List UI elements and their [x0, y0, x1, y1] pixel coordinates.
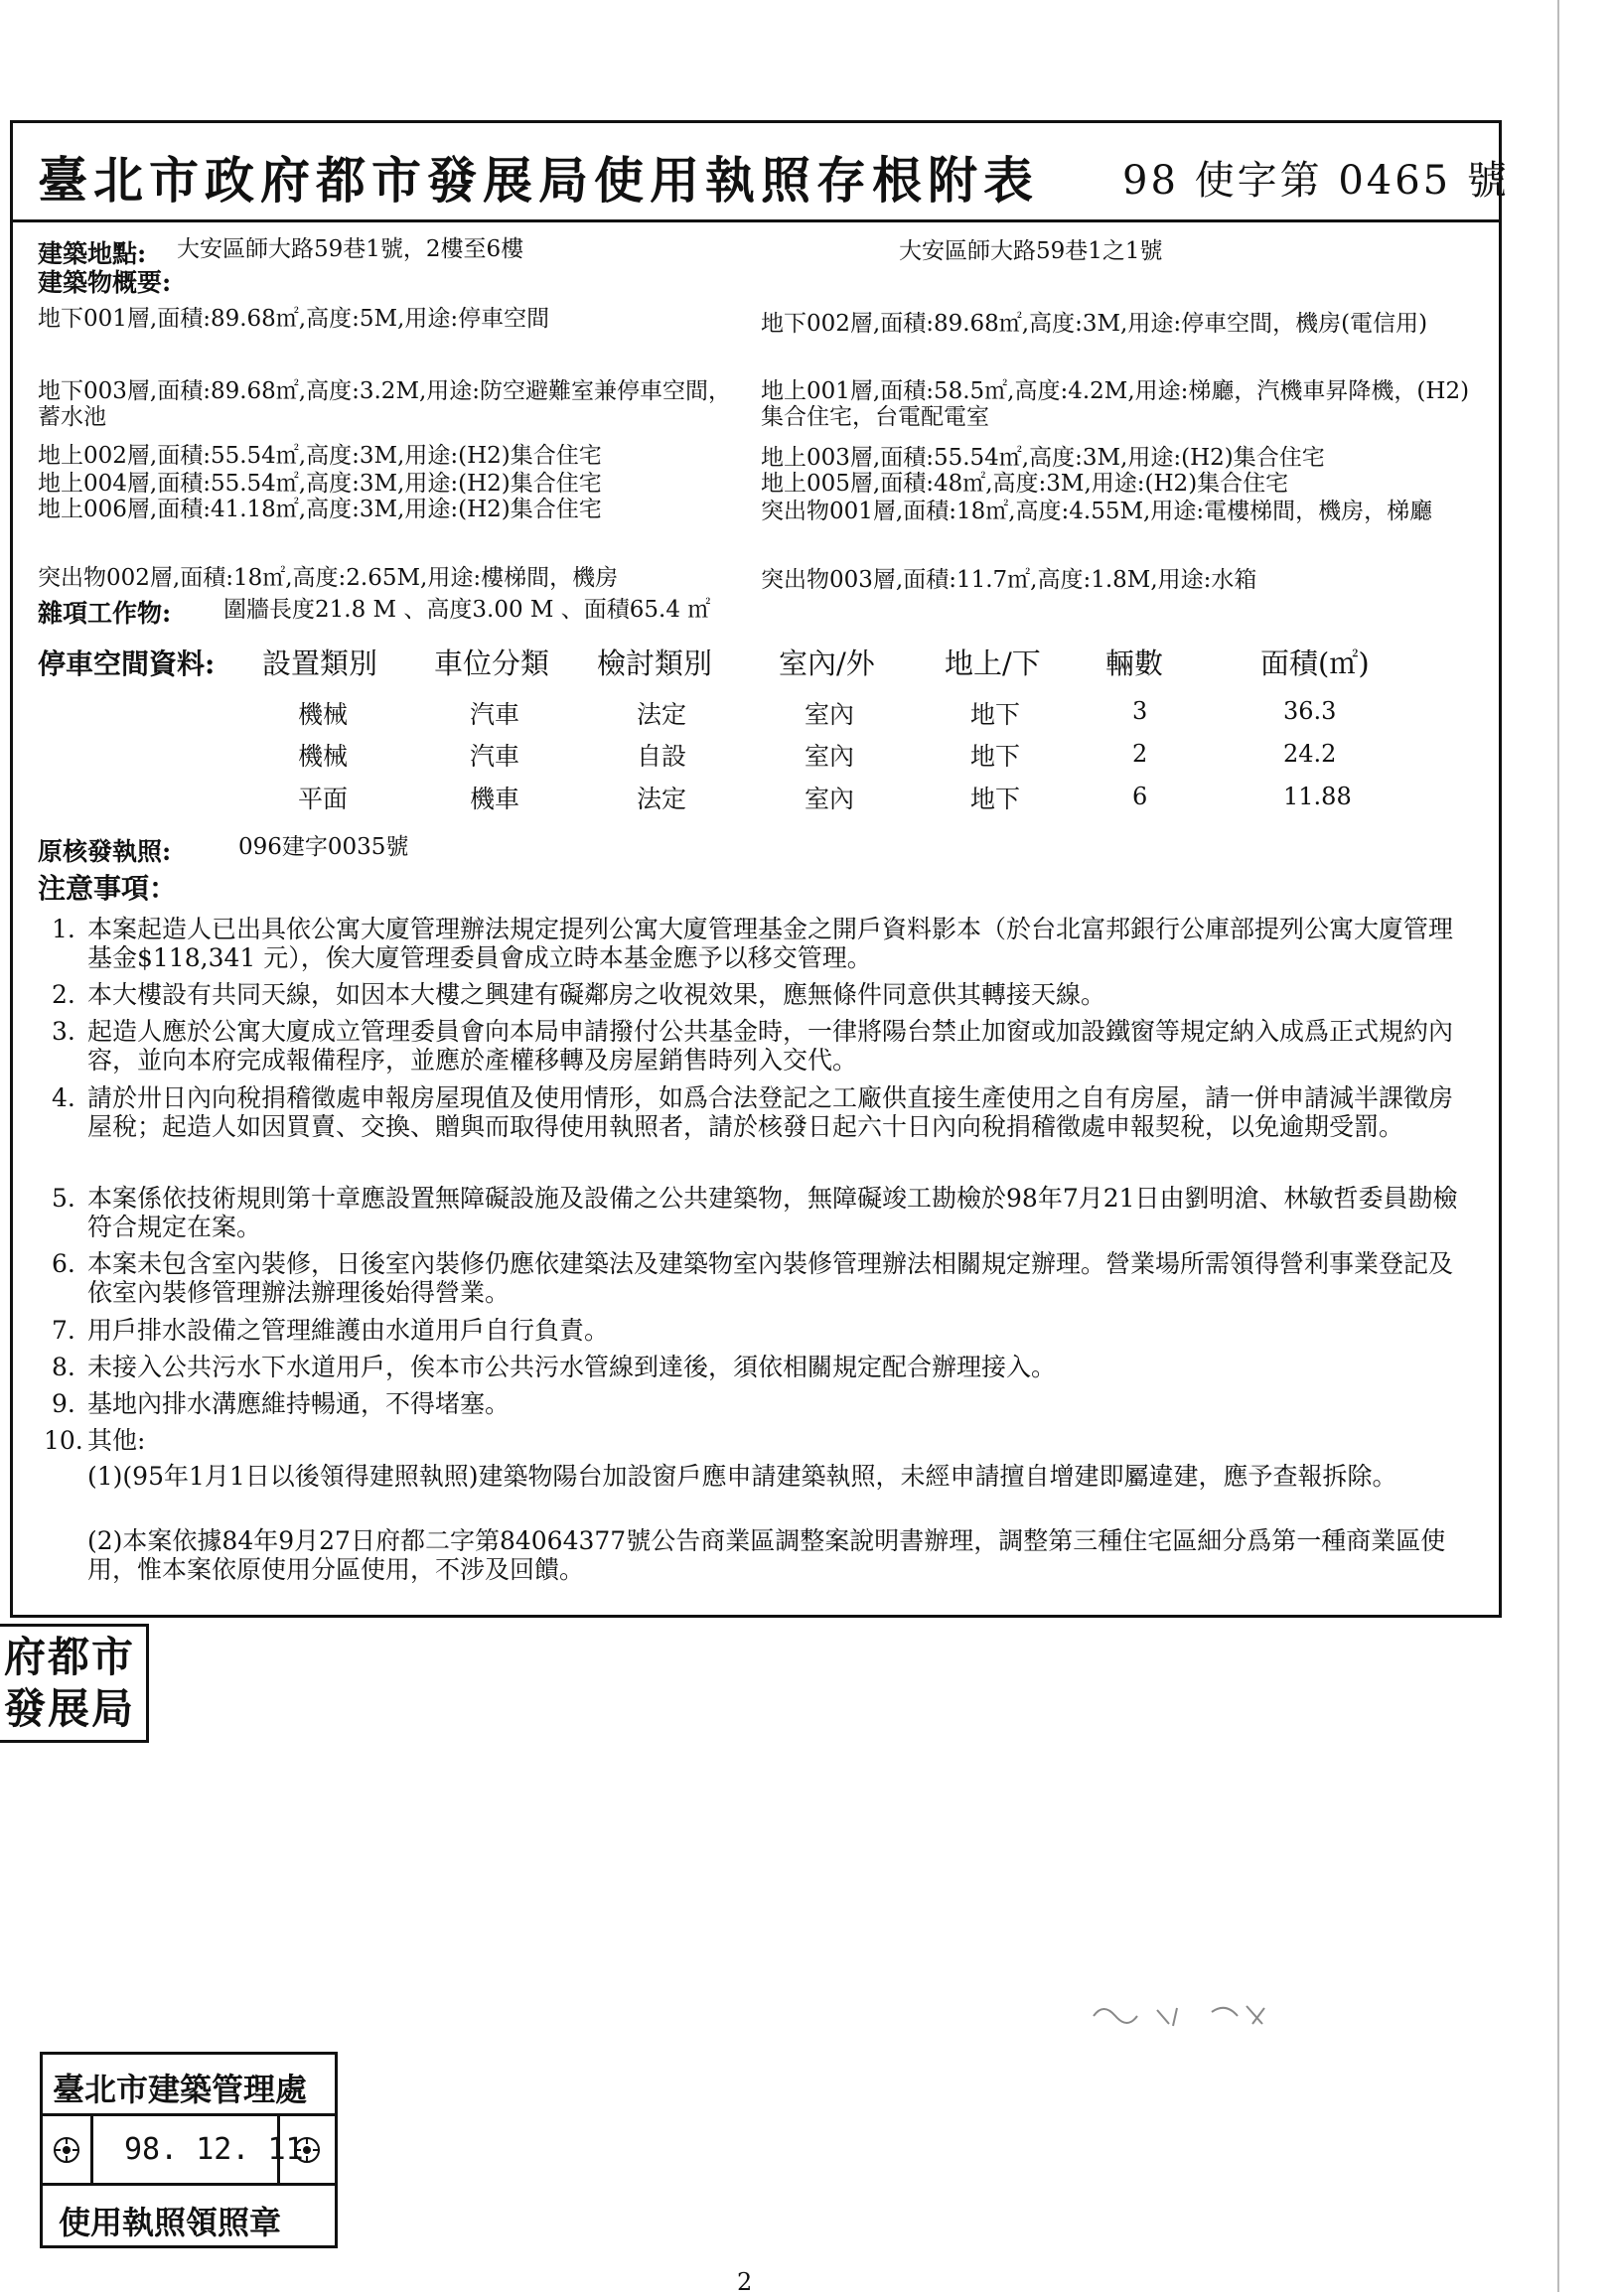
note-text: 用戶排水設備之管理維護由水道用戶自行負責。	[87, 1316, 610, 1345]
parking-col-header: 車位分類	[434, 646, 550, 680]
flower-icon	[53, 2136, 80, 2164]
parking-cell: 3	[1132, 697, 1148, 725]
note-text: 未接入公共污水下水道用戶，俟本市公共污水管線到達後，須依相關規定配合辦理接入。	[87, 1353, 1057, 1381]
parking-cell: 2	[1132, 740, 1148, 768]
overview-right-item: 突出物003層,面積:11.7㎡,高度:1.8M,用途:水箱	[761, 567, 1257, 593]
parking-cell: 36.3	[1283, 697, 1337, 725]
note-number: 7.	[52, 1316, 75, 1345]
seal-char: 局	[91, 1684, 134, 1733]
parking-label: 停車空間資料:	[38, 647, 216, 680]
parking-cell: 汽車	[470, 700, 520, 729]
notes-label: 注意事項：	[38, 872, 178, 905]
document-title: 臺北市政府都市發展局使用執照存根附表	[38, 151, 1039, 210]
parking-col-header: 室內/外	[779, 646, 875, 680]
parking-cell: 室內	[805, 742, 855, 771]
parking-cell: 24.2	[1283, 740, 1337, 768]
side-seal	[0, 1624, 149, 1743]
note-text: 起造人應於公寓大廈成立管理委員會向本局申請撥付公共基金時，一律將陽台禁止加窗或加設鐵窗等規定納入成爲正式規約內容，並向本府完成報備程序，並應於產權移轉及房屋銷售時列入交代。	[87, 1017, 1454, 1075]
parking-cell: 自設	[637, 742, 687, 771]
note-number: 1.	[52, 915, 75, 943]
scan-edge-line	[1557, 0, 1559, 2292]
parking-cell: 汽車	[470, 742, 520, 771]
parking-cell: 室內	[805, 785, 855, 813]
overview-right-item: 地上005層,面積:48㎡,高度:3M,用途:(H2)集合住宅	[761, 471, 1289, 497]
overview-right-item: 突出物001層,面積:18㎡,高度:4.55M,用途:電樓梯間，機房，梯廳	[761, 499, 1433, 524]
note-sub-item: (2)本案依據84年9月27日府都二字第84064377號公告商業區調整案說明書辦理，調整第三種住宅區細分爲第一種商業區使用，惟本案依原使用分區使用，不涉及回饋。	[87, 1526, 1446, 1584]
original-permit-label: 原核發執照:	[38, 837, 172, 866]
seal-char: 展	[48, 1684, 90, 1733]
side-seal-text	[4, 1633, 143, 1734]
stamp-office: 臺北市建築管理處	[53, 2071, 308, 2108]
parking-cell: 地下	[970, 700, 1021, 729]
overview-left-item: 地上004層,面積:55.54㎡,高度:3M,用途:(H2)集合住宅	[38, 471, 602, 497]
address-value: 大安區師大路59巷1號，2樓至6樓	[177, 236, 524, 262]
parking-cell: 機械	[298, 700, 349, 729]
note-number: 4.	[52, 1083, 75, 1112]
parking-col-header: 設置類別	[262, 646, 378, 680]
seal-char: 都	[48, 1633, 90, 1681]
stamp-date: 98. 12. 11	[124, 2132, 304, 2167]
note-number: 8.	[52, 1353, 75, 1381]
overview-label: 建築物概要:	[38, 268, 172, 297]
parking-cell: 11.88	[1283, 783, 1352, 810]
seal-char: 市	[91, 1633, 134, 1681]
permit-number: 98 使字第 0465 號	[1122, 158, 1510, 204]
parking-col-header: 檢討類別	[597, 646, 713, 680]
stamp-divider	[90, 2116, 93, 2186]
misc-value: 圍牆長度21.8 M 、高度3.00 M 、面積65.4 ㎡	[223, 597, 711, 623]
address-value-2: 大安區師大路59巷1之1號	[899, 238, 1163, 264]
note-number: 3.	[52, 1017, 75, 1046]
original-permit-value: 096建字0035號	[238, 834, 409, 860]
overview-right-item: 地下002層,面積:89.68㎡,高度:3M,用途:停車空間，機房(電信用)	[761, 311, 1428, 337]
overview-right-item: 地上001層,面積:58.5㎡,高度:4.2M,用途:梯廳，汽機車昇降機，(H2)集合住宅，台電配電室	[761, 378, 1470, 430]
issuance-stamp	[40, 2052, 338, 2248]
parking-col-header: 輛數	[1105, 646, 1164, 680]
parking-cell: 室內	[805, 700, 855, 729]
parking-col-header: 地上/下	[945, 646, 1041, 680]
note-text: 其他:	[87, 1426, 146, 1455]
overview-left-item: 地下001層,面積:89.68㎡,高度:5M,用途:停車空間	[38, 306, 550, 332]
faint-mark	[1088, 1996, 1296, 2036]
note-number: 10.	[44, 1426, 83, 1455]
parking-cell: 法定	[637, 785, 687, 813]
misc-label: 雜項工作物:	[38, 599, 172, 628]
address-label: 建築地點:	[38, 239, 147, 268]
parking-cell: 地下	[970, 785, 1021, 813]
note-sub-item: (1)(95年1月1日以後領得建照執照)建築物陽台加設窗戶應申請建築執照，未經申請擅自增建即屬違建，應予查報拆除。	[87, 1462, 1397, 1491]
parking-cell: 地下	[970, 742, 1021, 771]
overview-left-item: 地上006層,面積:41.18㎡,高度:3M,用途:(H2)集合住宅	[38, 497, 602, 522]
parking-cell: 機車	[470, 785, 520, 813]
note-text: 本案係依技術規則第十章應設置無障礙設施及設備之公共建築物，無障礙竣工勘檢於98年7月21日由劉明滄、林敏哲委員勘檢符合規定在案。	[87, 1184, 1458, 1241]
overview-left-item: 地上002層,面積:55.54㎡,高度:3M,用途:(H2)集合住宅	[38, 443, 602, 469]
overview-left-item: 地下003層,面積:89.68㎡,高度:3.2M,用途:防空避難室兼停車空間，蓄水池	[38, 378, 732, 430]
note-text: 本案起造人已出具依公寓大廈管理辦法規定提列公寓大廈管理基金之開戶資料影本（於台北富邦銀行公庫部提列公寓大廈管理基金$118,341 元），俟大廈管理委員會成立時本基金應予以移交管理。	[87, 915, 1454, 972]
overview-right-item: 地上003層,面積:55.54㎡,高度:3M,用途:(H2)集合住宅	[761, 445, 1325, 471]
note-text: 請於卅日內向稅捐稽徵處申報房屋現值及使用情形，如爲合法登記之工廠供直接生產使用之自有房屋，請一併申請減半課徵房屋稅；起造人如因買賣、交換、贈與而取得使用執照者，請於核發日起六十日內向稅捐稽徵處申報契稅，以免逾期受罰。	[87, 1083, 1454, 1141]
overview-left-item: 突出物002層,面積:18㎡,高度:2.65M,用途:樓梯間，機房	[38, 565, 619, 591]
parking-cell: 6	[1132, 783, 1148, 810]
parking-cell: 法定	[637, 700, 687, 729]
seal-char: 府	[4, 1633, 47, 1681]
seal-char: 發	[4, 1684, 47, 1733]
note-text: 基地內排水溝應維持暢通，不得堵塞。	[87, 1389, 511, 1418]
parking-col-header: 面積(㎡)	[1260, 646, 1370, 680]
note-number: 9.	[52, 1389, 75, 1418]
page-number: 2	[737, 2268, 753, 2296]
parking-cell: 機械	[298, 742, 349, 771]
note-number: 5.	[52, 1184, 75, 1213]
note-number: 6.	[52, 1249, 75, 1278]
stamp-label: 使用執照領照章	[59, 2204, 282, 2241]
note-text: 本案未包含室內裝修，日後室內裝修仍應依建築法及建築物室內裝修管理辦法相關規定辦理。營業場所需領得營利事業登記及依室內裝修管理辦法辦理後始得營業。	[87, 1249, 1454, 1307]
note-number: 2.	[52, 980, 75, 1009]
note-text: 本大樓設有共同天線，如因本大樓之興建有礙鄰房之收視效果，應無條件同意供其轉接天線。	[87, 980, 1106, 1009]
parking-cell: 平面	[298, 785, 349, 813]
